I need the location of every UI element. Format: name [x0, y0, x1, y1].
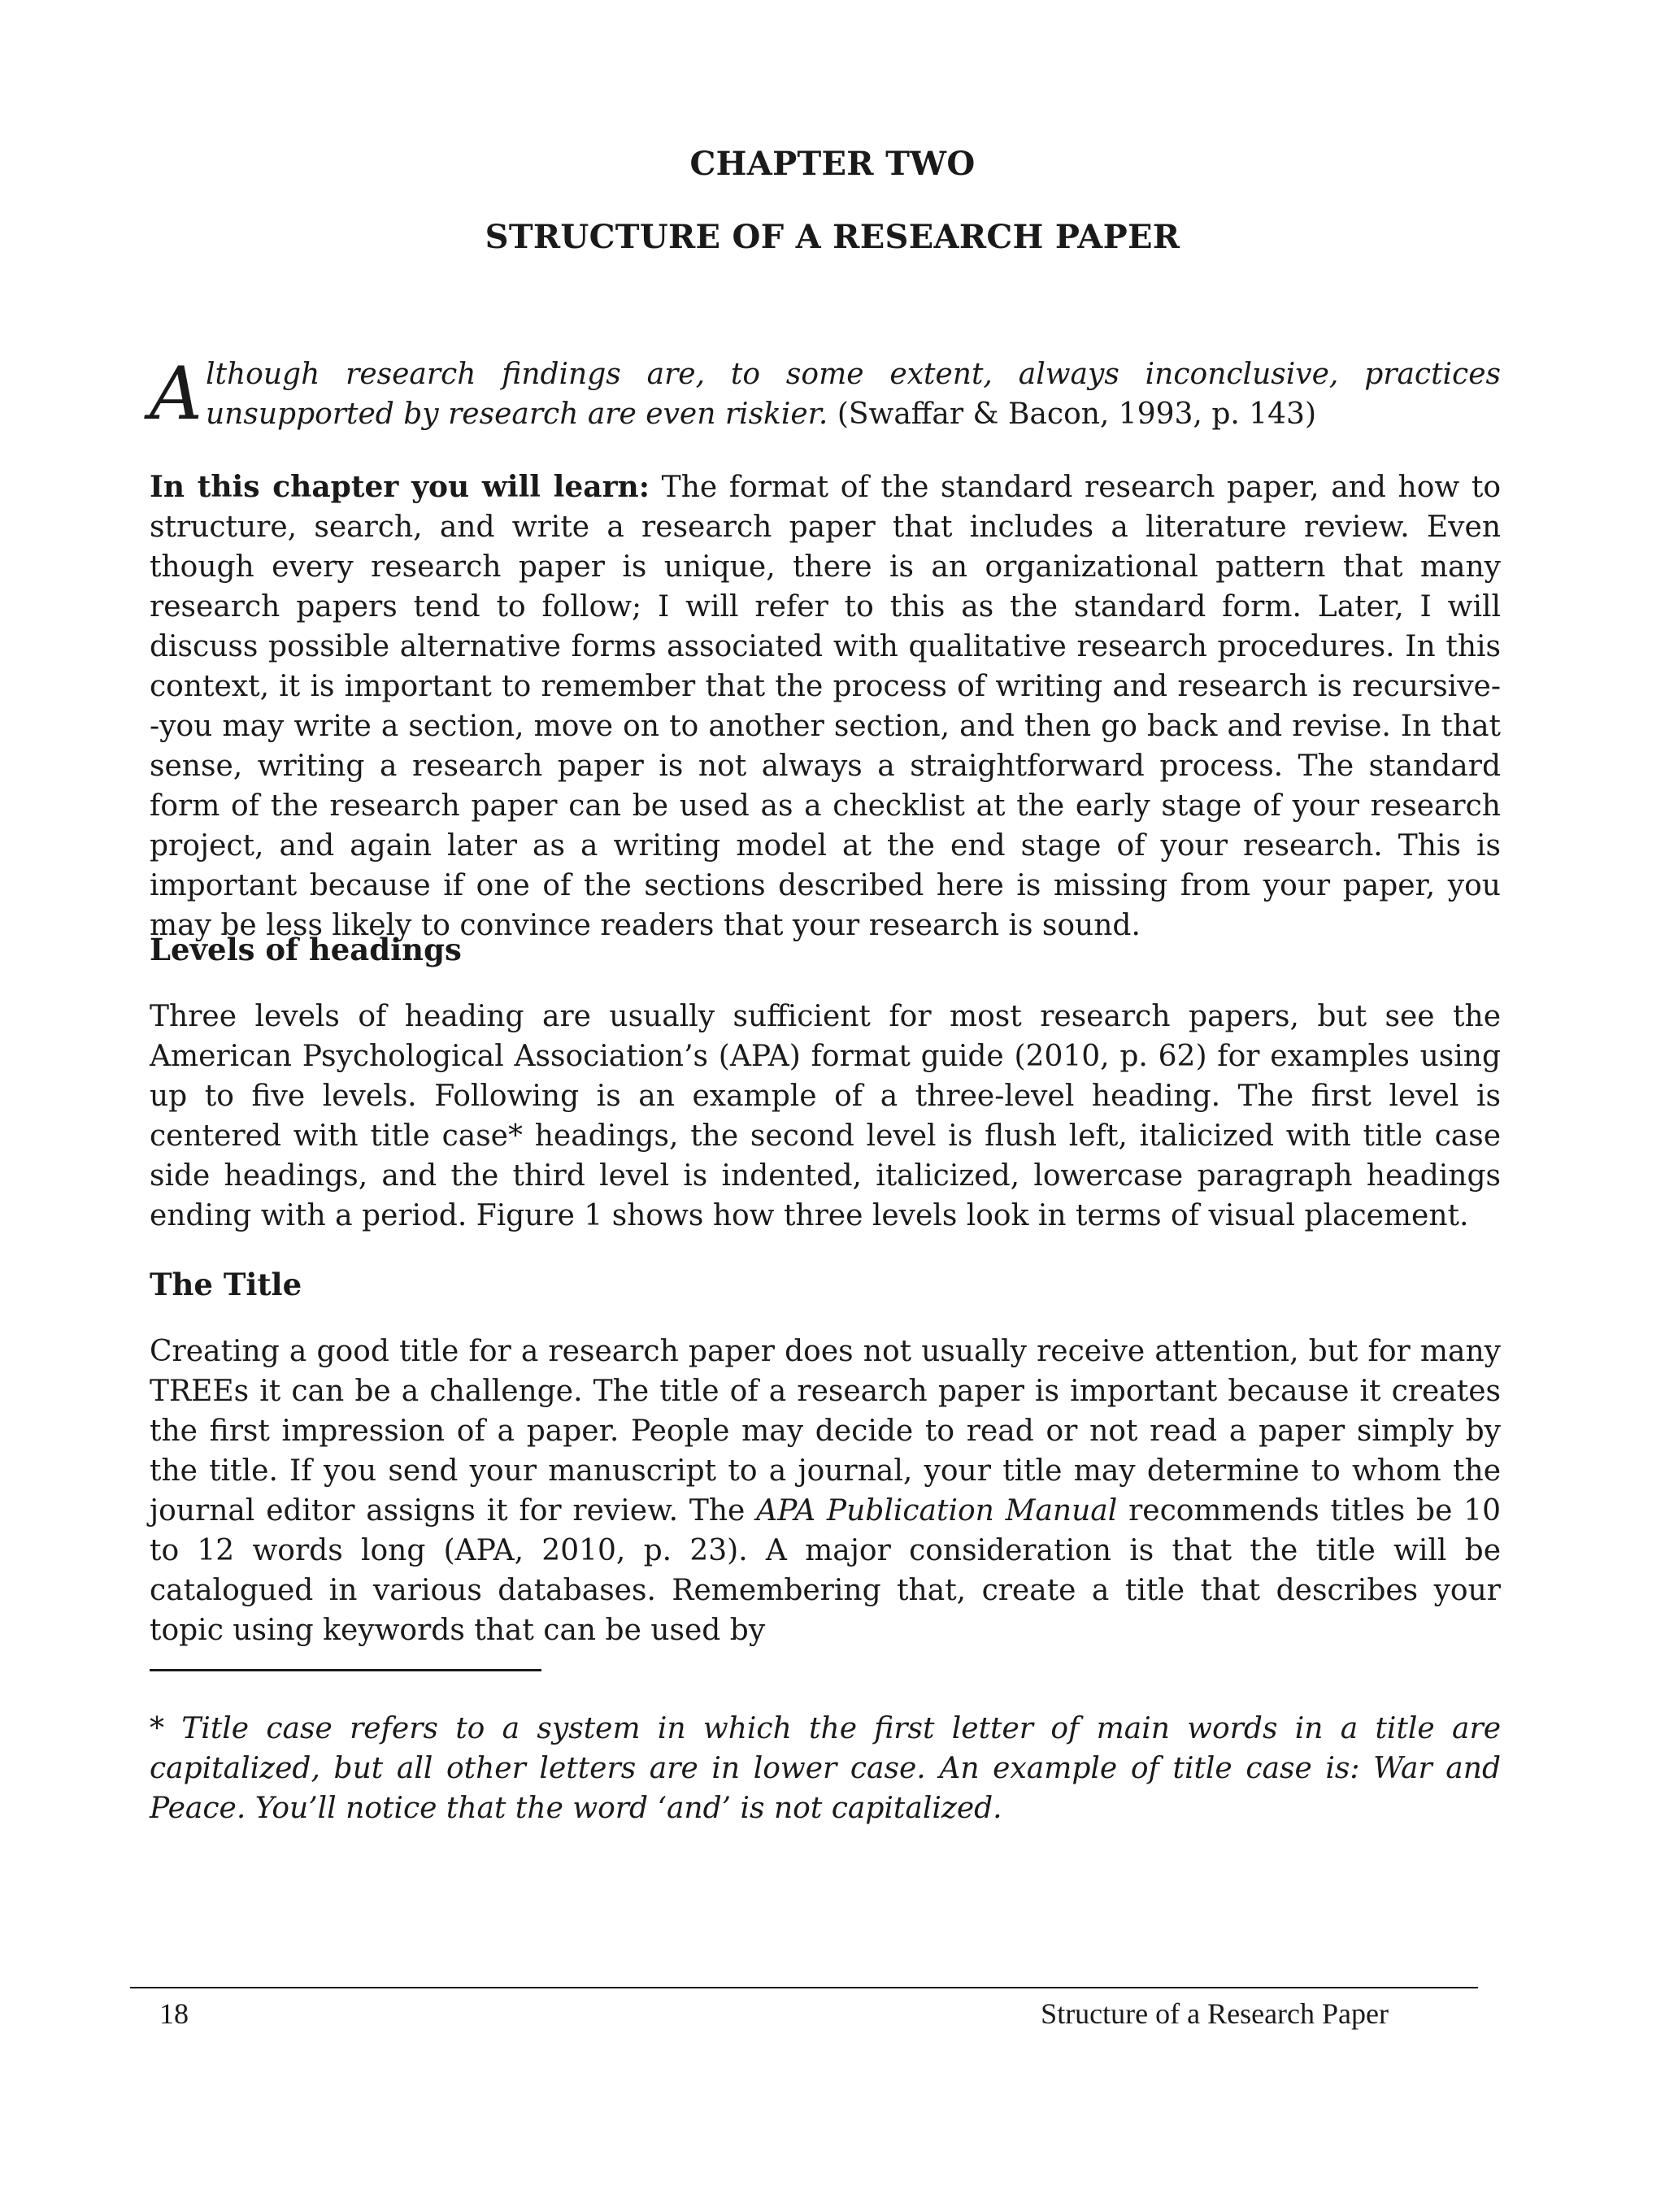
footnote: * Title case refers to a system in which the first letter of main words in a title are capitalized, but all other letters are in lower case. An example of title case is: War and Peace. You’ll notice that the word ‘and’ is not capitalized.: [150, 1712, 1501, 1825]
apa-manual-title: APA Publication Manual: [756, 1494, 1118, 1528]
intro-lead: In this chapter you will learn:: [150, 470, 650, 504]
running-title: Structure of a Research Paper: [1041, 1997, 1389, 2030]
intro-text: The format of the standard research paper, and how to structure, search, and write a research paper that includes a literature review. Even though every research paper is unique, there is an organizational pattern that many research papers tend to follow; I will refer to this as the standard form. Later, I will discuss possible alternative forms associated with qualitative research procedures. In this context, it is important to remember that the process of writing and research is recursive--you may write a section, move on to another section, and then go back and revise. In that sense, writing a research paper is not always a straightforward process. The standard form of the research paper can be used as a checklist at the early stage of your research project, and again later as a writing model at the end stage of your research. This is important because if one of the sections described here is missing from your paper, you may be less likely to convince readers that your research is sound.: [150, 471, 1502, 942]
title-text-before: Creating a good title for a research paper does not usually receive attention, but for many TREEs it can be a challenge. The title of a research paper is important because it creates the first impression of a paper. People may decide to read or not read a paper simply by the title. If you send your manuscript to a journal, your title may determine to whom the journal editor assigns it for review. The: [150, 1335, 1501, 1528]
title-text-after: recommends titles be 10 to 12 words long (APA, 2010, p. 23). A major consideration is that the title will be catalogued in various databases. Remembering that, create a title that describes your topic using keywords that can be used by: [150, 1494, 1501, 1647]
footnote-divider: [150, 1669, 541, 1671]
title-paragraph: [150, 1332, 1501, 1650]
footer-divider: [130, 1987, 1478, 1988]
title-heading: The Title: [150, 1267, 302, 1302]
page-number: 18: [159, 1997, 189, 2030]
intro-paragraph: [150, 467, 1501, 945]
chapter-label: CHAPTER TWO: [689, 145, 976, 183]
levels-heading: Levels of headings: [150, 932, 462, 967]
epigraph: [150, 351, 1501, 437]
chapter-title: STRUCTURE OF A RESEARCH PAPER: [485, 218, 1180, 256]
drop-cap: A: [150, 351, 202, 437]
epigraph-quote: lthough research findings are, to some extent, always inconclusive, practices unsupported by research are even riskier.: [206, 358, 1501, 431]
levels-paragraph: Three levels of heading are usually sufficient for most research papers, but see the American Psychological Association’s (APA) format guide (2010, p. 62) for examples using up to five levels. Following is an example of a three-level heading. The first level is centered with title case* headings, the second level is flush left, italicized with title case side headings, and the third level is indented, italicized, lowercase paragraph headings ending with a period. Figure 1 shows how three levels look in terms of visual placement.: [150, 1000, 1501, 1232]
epigraph-citation: (Swaffar & Bacon, 1993, p. 143): [828, 398, 1317, 431]
